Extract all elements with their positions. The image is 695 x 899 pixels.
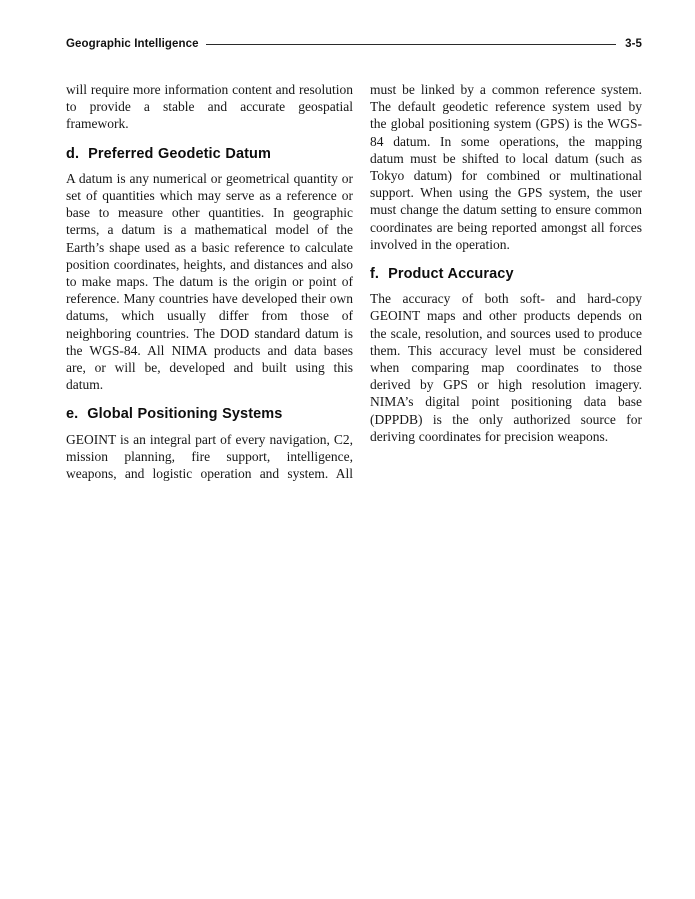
intro-continuation-paragraph: will require more information content and resolution to provide a stable and accurate geospatial framework. xyxy=(66,82,353,132)
section-e-title: Global Positioning Systems xyxy=(87,406,283,423)
right-column xyxy=(370,81,642,482)
section-e-paragraph: GEOINT is an integral part of every navigation, C2, mission planning, fire support, intelligence, weapons, and logistic operation and system. All xyxy=(66,431,353,482)
section-f-title: Product Accuracy xyxy=(388,266,514,283)
section-d-label: d. xyxy=(66,145,80,162)
header-title: Geographic Intelligence xyxy=(66,38,199,50)
two-column-body xyxy=(66,81,642,482)
page-number: 3-5 xyxy=(625,38,642,50)
section-heading-d xyxy=(66,146,353,163)
section-e-label: e. xyxy=(66,406,79,423)
left-column xyxy=(66,81,353,482)
section-heading-e xyxy=(66,406,353,423)
section-e-continuation-paragraph: must be linked by a common reference system. The default geodetic reference system used by the global positioning system (GPS) is the WGS-84 datum. In some operations, the mapping datum must be shifted to local datum (such as Tokyo datum) for combined or multinational support. When using the GPS system, the user must change the datum setting to ensure common coordinates are being reported amongst all forces involved in the operation. xyxy=(370,82,642,252)
section-heading-f xyxy=(370,266,642,283)
page-header xyxy=(66,38,642,50)
section-f-paragraph: The accuracy of both soft- and hard-copy GEOINT maps and other products depends on the scale, resolution, and sources used to produce them. This accuracy level must be considered when comparing map coordinates to those derived by GPS or high resolution imagery. NIMA’s digital point positioning data base (DPPDB) is the only authorized source for deriving coordinates for precision weapons. xyxy=(370,291,642,444)
header-rule xyxy=(206,44,616,45)
section-f-label: f. xyxy=(370,266,380,283)
section-d-title: Preferred Geodetic Datum xyxy=(88,145,271,162)
section-d-paragraph: A datum is any numerical or geometrical quantity or set of quantities which may serve as a reference or base to measure other quantities. In geographic terms, a datum is a mathematical model of the Earth’s shape used as a basic reference to calculate position coordinates, heights, and distances and also to make maps. The datum is the origin or point of reference. Many countries have developed their own datums, which usually differ from those of neighboring countries. The DOD standard datum is the WGS-84. All NIMA products and data bases are, or will be, developed and built using this datum. xyxy=(66,170,353,393)
